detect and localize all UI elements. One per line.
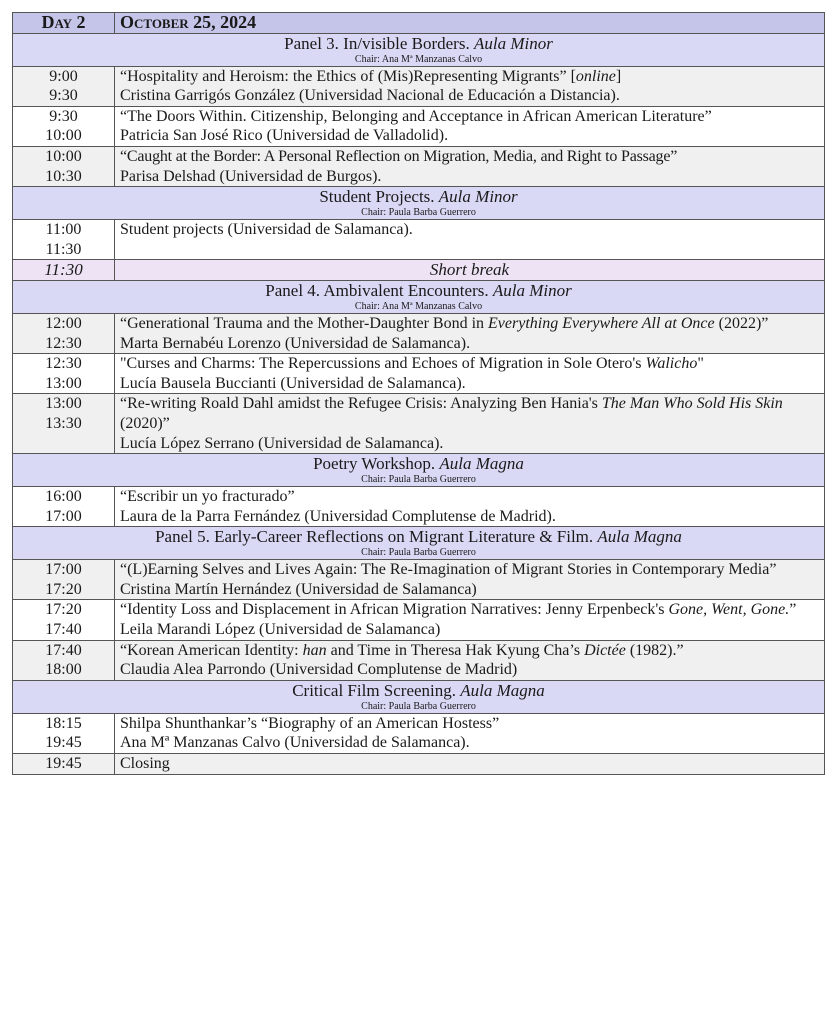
talk-speaker: Lucía López Serrano (Universidad de Salamanca). [120,434,444,452]
talk-title: “Caught at the Border: A Personal Reflection on Migration, Media, and Right to Passage” [120,147,678,165]
talk-speaker: Marta Bernabéu Lorenzo (Universidad de Salamanca). [120,334,471,352]
table-row [13,394,825,454]
table-row [13,640,825,680]
table-row [13,106,825,146]
talk-cell [115,313,825,353]
table-row [13,66,825,106]
session-chair: Chair: Paula Barba Guerrero [361,547,476,559]
talk-speaker: Leila Marandi López (Universidad de Salamanca) [120,621,441,639]
table-row [13,600,825,640]
time-cell: 17:20 17:40 [13,600,115,640]
table-row [13,713,825,753]
talk-cell [115,600,825,640]
time-cell: 17:40 18:00 [13,640,115,680]
session-header-student-projects [13,187,825,220]
talk-cell [115,640,825,680]
time-cell: 11:00 11:30 [13,220,115,260]
talk-title: “The Doors Within. Citizenship, Belonging and Acceptance in African American Literature” [120,107,712,125]
session-room: Aula Minor [438,187,518,207]
break-label: Short break [115,260,825,281]
talk-cell [115,713,825,753]
talk-speaker: Cristina Garrigós González (Universidad Nacional de Educación a Distancia). [120,87,620,105]
schedule-table [12,12,825,775]
talk-speaker: Claudia Alea Parrondo (Universidad Complutense de Madrid) [120,661,518,679]
talk-cell [115,487,825,527]
film-title: Everything Everywhere All at Once [488,314,715,332]
session-room: Aula Magna [439,454,524,474]
session-header-panel5 [13,527,825,560]
talk-speaker: Cristina Martín Hernández (Universidad de Salamanca) [120,580,477,598]
session-title: Panel 5. Early-Career Reflections on Migrant Literature & Film. Aula Magna [155,527,682,547]
session-chair: Chair: Ana Mª Manzanas Calvo [354,53,483,65]
talk-title: “(L)Earning Selves and Lives Again: The Re-Imagination of Migrant Stories in Contemporary Media” [120,561,777,579]
talk-cell [115,560,825,600]
film-title: Shilpa Shunthankar’s “Biography of an American Hostess” [120,714,500,732]
talk-title: “Identity Loss and Displacement in African Migration Narratives: Jenny Erpenbeck's Gone, Went, Gone.” [120,601,797,619]
closing-label: Closing [115,754,825,775]
session-header-panel3 [13,33,825,66]
break-row [13,260,825,281]
time-cell: 16:00 17:00 [13,487,115,527]
term: han [302,641,327,659]
session-chair: Chair: Paula Barba Guerrero [361,474,476,486]
table-row [13,313,825,353]
talk-cell [115,394,825,454]
book-title: Dictée [584,641,626,659]
session-title: Student Projects. Aula Minor [319,187,518,207]
closing-time: 19:45 [13,754,115,775]
closing-row [13,754,825,775]
book-title: Walicho [645,355,698,373]
talk-title: “Generational Trauma and the Mother-Daughter Bond in Everything Everywhere All at Once (2022)” [120,314,769,332]
talk-cell [115,354,825,394]
session-title: Critical Film Screening. Aula Magna [292,680,545,700]
talk-title: “Hospitality and Heroism: the Ethics of (Mis)Representing Migrants” [online] [120,67,622,85]
session-title: Poetry Workshop. Aula Magna [313,454,524,474]
table-row [13,146,825,186]
day-label: Day 2 [13,13,115,34]
session-room: Aula Magna [460,680,545,700]
talk-title: "Curses and Charms: The Repercussions and Echoes of Migration in Sole Otero's Walicho" [120,355,704,373]
time-cell: 13:00 13:30 [13,394,115,454]
session-room: Aula Magna [597,527,682,547]
talk-speaker: Patricia San José Rico (Universidad de Valladolid). [120,127,449,145]
talk-cell: Student projects (Universidad de Salamanca). [115,220,825,260]
table-row [13,487,825,527]
talk-title: “Korean American Identity: han and Time in Theresa Hak Kyung Cha’s Dictée (1982).” [120,641,684,659]
session-chair: Chair: Paula Barba Guerrero [361,700,476,712]
session-room: Aula Minor [492,280,572,300]
talk-cell [115,106,825,146]
day-date: October 25, 2024 [115,13,825,34]
session-title: Panel 4. Ambivalent Encounters. Aula Minor [265,280,572,300]
talk-speaker: Ana Mª Manzanas Calvo (Universidad de Salamanca). [120,734,470,752]
book-title: Gone, Went, Gone. [668,601,790,619]
talk-speaker: Lucía Bausela Buccianti (Universidad de Salamanca). [120,374,466,392]
session-title: Panel 3. In/visible Borders. Aula Minor [284,33,553,53]
session-header-film-screening [13,680,825,713]
session-header-panel4 [13,280,825,313]
talk-speaker: Laura de la Parra Fernández (Universidad Complutense de Madrid). [120,507,556,525]
film-title: The Man Who Sold His Skin [601,395,783,413]
time-cell: 9:30 10:00 [13,106,115,146]
session-room: Aula Minor [473,33,553,53]
online-tag: online [575,67,616,85]
talk-cell [115,66,825,106]
table-row [13,220,825,260]
session-chair: Chair: Paula Barba Guerrero [361,207,476,219]
session-chair: Chair: Ana Mª Manzanas Calvo [354,300,483,312]
talk-title: “Escribir un yo fracturado” [120,488,295,506]
time-cell: 9:00 9:30 [13,66,115,106]
talk-cell [115,146,825,186]
time-cell: 12:30 13:00 [13,354,115,394]
time-cell: 17:00 17:20 [13,560,115,600]
talk-speaker: Parisa Delshad (Universidad de Burgos). [120,167,382,185]
time-cell: 10:00 10:30 [13,146,115,186]
table-row [13,560,825,600]
session-header-poetry-workshop [13,454,825,487]
time-cell: 18:15 19:45 [13,713,115,753]
table-row [13,354,825,394]
talk-title: “Re-writing Roald Dahl amidst the Refugee Crisis: Analyzing Ben Hania's The Man Who Sold His Skin (2020)” [120,395,783,432]
break-time: 11:30 [13,260,115,281]
time-cell: 12:00 12:30 [13,313,115,353]
day-header-row [13,13,825,34]
